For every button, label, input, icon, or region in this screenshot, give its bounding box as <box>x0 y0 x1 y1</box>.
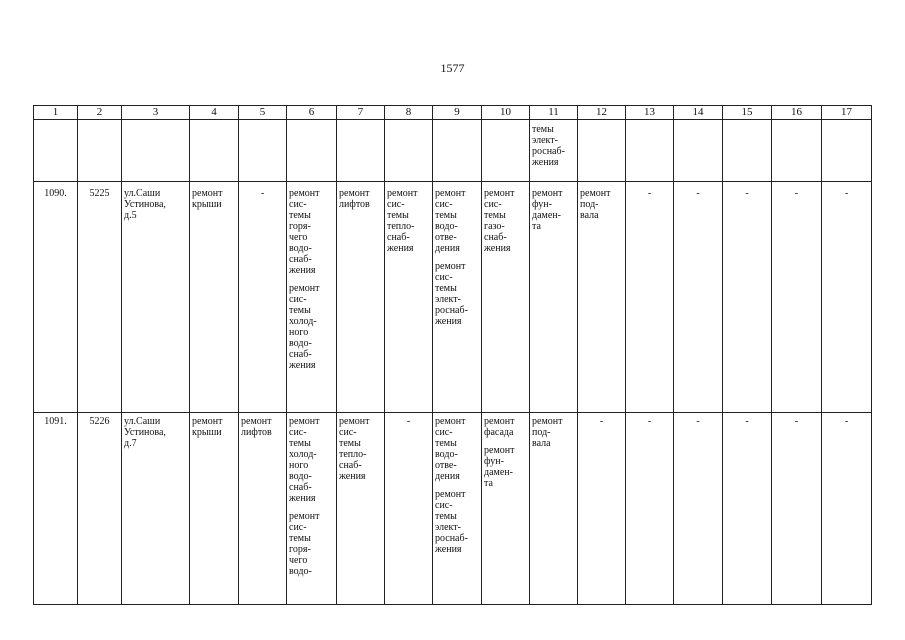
cell-text-line: жения <box>435 544 462 555</box>
cell-text-line: темы <box>289 438 311 449</box>
cell-text-line: ремонт <box>435 489 466 500</box>
table-cell <box>626 182 674 413</box>
cell-text-line: сис- <box>289 199 307 210</box>
table-cell <box>482 413 530 605</box>
cell-text-line: тепло- <box>387 221 415 232</box>
table-cell <box>723 413 772 605</box>
table-cell <box>482 182 530 413</box>
cell-text-line: водо- <box>435 221 458 232</box>
cell-text-line: ремонт <box>289 188 320 199</box>
table-cell <box>239 182 287 413</box>
cell-text-line: под- <box>580 199 599 210</box>
work-item <box>289 511 334 577</box>
work-item <box>339 416 382 482</box>
cell-text-line: холод- <box>289 449 317 460</box>
table-cell <box>626 413 674 605</box>
work-item <box>484 188 527 254</box>
cell-text-line: темы <box>435 210 457 221</box>
cell-text-line: роснаб- <box>435 533 468 544</box>
cell-text-line: - <box>794 188 799 199</box>
cell-text-line: ремонт <box>241 416 272 427</box>
cell-text-line: темы <box>289 210 311 221</box>
work-item <box>628 416 671 427</box>
work-item <box>484 445 527 489</box>
cell-text-line: лифтов <box>339 199 370 210</box>
work-item <box>532 416 575 449</box>
column-number: 12 <box>578 106 626 120</box>
cell-text-line: ремонт <box>484 416 515 427</box>
table-cell <box>822 182 872 413</box>
column-number: 2 <box>78 106 122 120</box>
table-cell <box>78 182 122 413</box>
cell-text-line: жения <box>289 360 316 371</box>
table-cell <box>122 120 190 182</box>
cell-text-line: ремонт <box>484 188 515 199</box>
cell-text-line: темы <box>435 511 457 522</box>
cell-text-line: жения <box>387 243 414 254</box>
column-number: 6 <box>287 106 337 120</box>
cell-text-line: сис- <box>289 522 307 533</box>
cell-text-line: тепло- <box>339 449 367 460</box>
work-item <box>124 416 187 449</box>
cell-text-line: ремонт <box>339 416 370 427</box>
cell-text-line: 1091. <box>44 416 67 427</box>
cell-text-line: снаб- <box>289 349 312 360</box>
table-row <box>34 182 872 413</box>
cell-text-line: - <box>647 416 652 427</box>
table-cell <box>337 182 385 413</box>
cell-text-line: лифтов <box>241 427 272 438</box>
cell-text-line: - <box>647 188 652 199</box>
work-item <box>532 188 575 232</box>
work-item <box>676 188 720 199</box>
cell-text-line: водо- <box>289 338 312 349</box>
cell-text-line: Устинова, <box>124 427 166 438</box>
cell-text-line: чего <box>289 232 308 243</box>
cell-text-line: ного <box>289 460 309 471</box>
work-item <box>36 188 75 199</box>
cell-text-line: та <box>532 221 541 232</box>
cell-text-line: ремонт <box>435 261 466 272</box>
cell-text-line: - <box>406 416 411 427</box>
cell-text-line: роснаб- <box>532 146 565 157</box>
cell-text-line: вала <box>532 438 551 449</box>
column-number: 7 <box>337 106 385 120</box>
table-cell <box>34 120 78 182</box>
table-cell <box>772 413 822 605</box>
cell-text-line: дамен- <box>532 210 561 221</box>
table-cell <box>239 413 287 605</box>
work-item <box>580 416 623 427</box>
column-number: 5 <box>239 106 287 120</box>
cell-text-line: горя- <box>289 221 311 232</box>
column-number: 3 <box>122 106 190 120</box>
cell-text-line: 5225 <box>89 188 110 199</box>
cell-text-line: ремонт <box>289 283 320 294</box>
table-cell <box>287 182 337 413</box>
cell-text-line: элект- <box>435 294 461 305</box>
cell-text-line: водо- <box>289 243 312 254</box>
cell-text-line: - <box>844 416 849 427</box>
cell-text-line: д.5 <box>124 210 137 221</box>
cell-text-line: элект- <box>532 135 558 146</box>
work-item <box>124 188 187 221</box>
table-cell <box>190 413 239 605</box>
cell-text-line: темы <box>484 210 506 221</box>
table-cell <box>674 120 723 182</box>
table-cell <box>482 120 530 182</box>
cell-text-line: сис- <box>435 272 453 283</box>
cell-text-line: ремонт <box>532 416 563 427</box>
table-cell <box>674 182 723 413</box>
work-item <box>628 188 671 199</box>
cell-text-line: ремонт <box>484 445 515 456</box>
cell-text-line: водо- <box>435 449 458 460</box>
table-cell <box>822 413 872 605</box>
table-cell <box>78 120 122 182</box>
table-cell <box>578 120 626 182</box>
column-number: 11 <box>530 106 578 120</box>
cell-text-line: ремонт <box>192 416 223 427</box>
work-item <box>774 188 819 199</box>
cell-text-line: крыши <box>192 199 222 210</box>
cell-text-line: - <box>745 416 749 427</box>
column-number: 16 <box>772 106 822 120</box>
work-item <box>824 188 869 199</box>
cell-text-line: отве- <box>435 232 457 243</box>
table-cell <box>433 413 482 605</box>
cell-text-line: фун- <box>532 199 552 210</box>
cell-text-line: - <box>696 416 700 427</box>
table-cell <box>337 120 385 182</box>
work-item <box>435 261 479 327</box>
cell-text-line: темы <box>339 438 361 449</box>
work-item <box>241 416 284 438</box>
work-item <box>241 188 284 199</box>
work-item <box>774 416 819 427</box>
table-cell <box>578 413 626 605</box>
work-item <box>289 188 334 276</box>
cell-text-line: дения <box>435 243 460 254</box>
page-number: 1577 <box>440 61 465 75</box>
table-cell <box>34 182 78 413</box>
cell-text-line: снаб- <box>289 254 312 265</box>
table-cell <box>674 413 723 605</box>
work-item <box>725 416 769 427</box>
work-item <box>192 416 236 438</box>
table-cell <box>239 120 287 182</box>
work-item <box>435 489 479 555</box>
cell-text-line: жения <box>484 243 511 254</box>
column-number: 8 <box>385 106 433 120</box>
table-cell <box>34 413 78 605</box>
column-number: 13 <box>626 106 674 120</box>
cell-text-line: ремонт <box>289 511 320 522</box>
cell-text-line: холод- <box>289 316 317 327</box>
cell-text-line: жения <box>289 265 316 276</box>
work-item <box>435 188 479 254</box>
column-number: 15 <box>723 106 772 120</box>
cell-text-line: темы <box>289 533 311 544</box>
column-number: 14 <box>674 106 723 120</box>
cell-text-line: жения <box>435 316 462 327</box>
column-number: 9 <box>433 106 482 120</box>
table-cell <box>433 182 482 413</box>
cell-text-line: ремонт <box>387 188 418 199</box>
cell-text-line: ного <box>289 327 309 338</box>
cell-text-line: водо- <box>289 566 312 577</box>
table-cell <box>122 413 190 605</box>
cell-text-line: - <box>260 188 265 199</box>
work-item <box>676 416 720 427</box>
cell-text-line: 5226 <box>89 416 110 427</box>
cell-text-line: сис- <box>339 427 357 438</box>
table-cell <box>578 182 626 413</box>
cell-text-line: темы <box>532 124 554 135</box>
cell-text-line: газо- <box>484 221 505 232</box>
table-cell <box>822 120 872 182</box>
table-cell <box>626 120 674 182</box>
cell-text-line: - <box>794 416 799 427</box>
column-number: 17 <box>822 106 872 120</box>
cell-text-line: та <box>484 478 493 489</box>
work-item <box>532 124 575 168</box>
cell-text-line: жения <box>289 493 316 504</box>
table-row <box>34 413 872 605</box>
cell-text-line: вала <box>580 210 599 221</box>
table-cell <box>287 120 337 182</box>
cell-text-line: сис- <box>289 427 307 438</box>
cell-text-line: ремонт <box>192 188 223 199</box>
table-cell <box>433 120 482 182</box>
cell-text-line: сис- <box>435 199 453 210</box>
work-item <box>387 416 430 427</box>
cell-text-line: под- <box>532 427 551 438</box>
work-item <box>484 416 527 438</box>
column-number-row <box>34 106 872 120</box>
column-number: 4 <box>190 106 239 120</box>
cell-text-line: фасада <box>484 427 514 438</box>
table-cell <box>385 120 433 182</box>
cell-text-line: дения <box>435 471 460 482</box>
cell-text-line: ремонт <box>532 188 563 199</box>
work-item <box>824 416 869 427</box>
cell-text-line: дамен- <box>484 467 513 478</box>
cell-text-line: крыши <box>192 427 222 438</box>
work-item <box>435 416 479 482</box>
table-cell <box>723 182 772 413</box>
cell-text-line: - <box>844 188 849 199</box>
cell-text-line: ремонт <box>289 416 320 427</box>
work-item <box>289 283 334 371</box>
cell-text-line: сис- <box>435 500 453 511</box>
cell-text-line: чего <box>289 555 308 566</box>
table-cell <box>530 120 578 182</box>
cell-text-line: - <box>745 188 749 199</box>
cell-text-line: снаб- <box>339 460 362 471</box>
cell-text-line: горя- <box>289 544 311 555</box>
column-number: 10 <box>482 106 530 120</box>
works-table <box>33 105 872 605</box>
cell-text-line: ремонт <box>580 188 611 199</box>
column-number: 1 <box>34 106 78 120</box>
table-cell <box>530 182 578 413</box>
cell-text-line: сис- <box>289 294 307 305</box>
cell-text-line: ремонт <box>435 416 466 427</box>
cell-text-line: темы <box>289 305 311 316</box>
cell-text-line: темы <box>435 438 457 449</box>
work-item <box>580 188 623 221</box>
table-cell <box>190 120 239 182</box>
cell-text-line: - <box>599 416 604 427</box>
cell-text-line: элект- <box>435 522 461 533</box>
cell-text-line: ул.Саши <box>124 188 161 199</box>
cell-text-line: снаб- <box>289 482 312 493</box>
table-cell <box>772 120 822 182</box>
work-item <box>80 188 119 199</box>
cell-text-line: роснаб- <box>435 305 468 316</box>
table-cell <box>385 182 433 413</box>
work-item <box>36 416 75 427</box>
cell-text-line: сис- <box>387 199 405 210</box>
cell-text-line: водо- <box>289 471 312 482</box>
cell-text-line: Устинова, <box>124 199 166 210</box>
cell-text-line: отве- <box>435 460 457 471</box>
work-item <box>339 188 382 210</box>
table-cell <box>385 413 433 605</box>
work-item <box>289 416 334 504</box>
table-cell <box>190 182 239 413</box>
cell-text-line: темы <box>435 283 457 294</box>
cell-text-line: жения <box>532 157 559 168</box>
work-item <box>387 188 430 254</box>
work-item <box>80 416 119 427</box>
work-item <box>725 188 769 199</box>
table-cell <box>122 182 190 413</box>
cell-text-line: темы <box>387 210 409 221</box>
table-cell <box>287 413 337 605</box>
cell-text-line: ремонт <box>339 188 370 199</box>
table-cell <box>78 413 122 605</box>
table-cell <box>337 413 385 605</box>
cell-text-line: сис- <box>435 427 453 438</box>
work-item <box>192 188 236 210</box>
cell-text-line: ремонт <box>435 188 466 199</box>
table-cell <box>772 182 822 413</box>
cell-text-line: фун- <box>484 456 504 467</box>
continuation-row <box>34 120 872 182</box>
table-cell <box>530 413 578 605</box>
table-cell <box>723 120 772 182</box>
cell-text-line: жения <box>339 471 366 482</box>
cell-text-line: ул.Саши <box>124 416 161 427</box>
cell-text-line: 1090. <box>44 188 67 199</box>
cell-text-line: д.7 <box>124 438 137 449</box>
cell-text-line: снаб- <box>387 232 410 243</box>
cell-text-line: - <box>696 188 700 199</box>
cell-text-line: снаб- <box>484 232 507 243</box>
cell-text-line: сис- <box>484 199 502 210</box>
